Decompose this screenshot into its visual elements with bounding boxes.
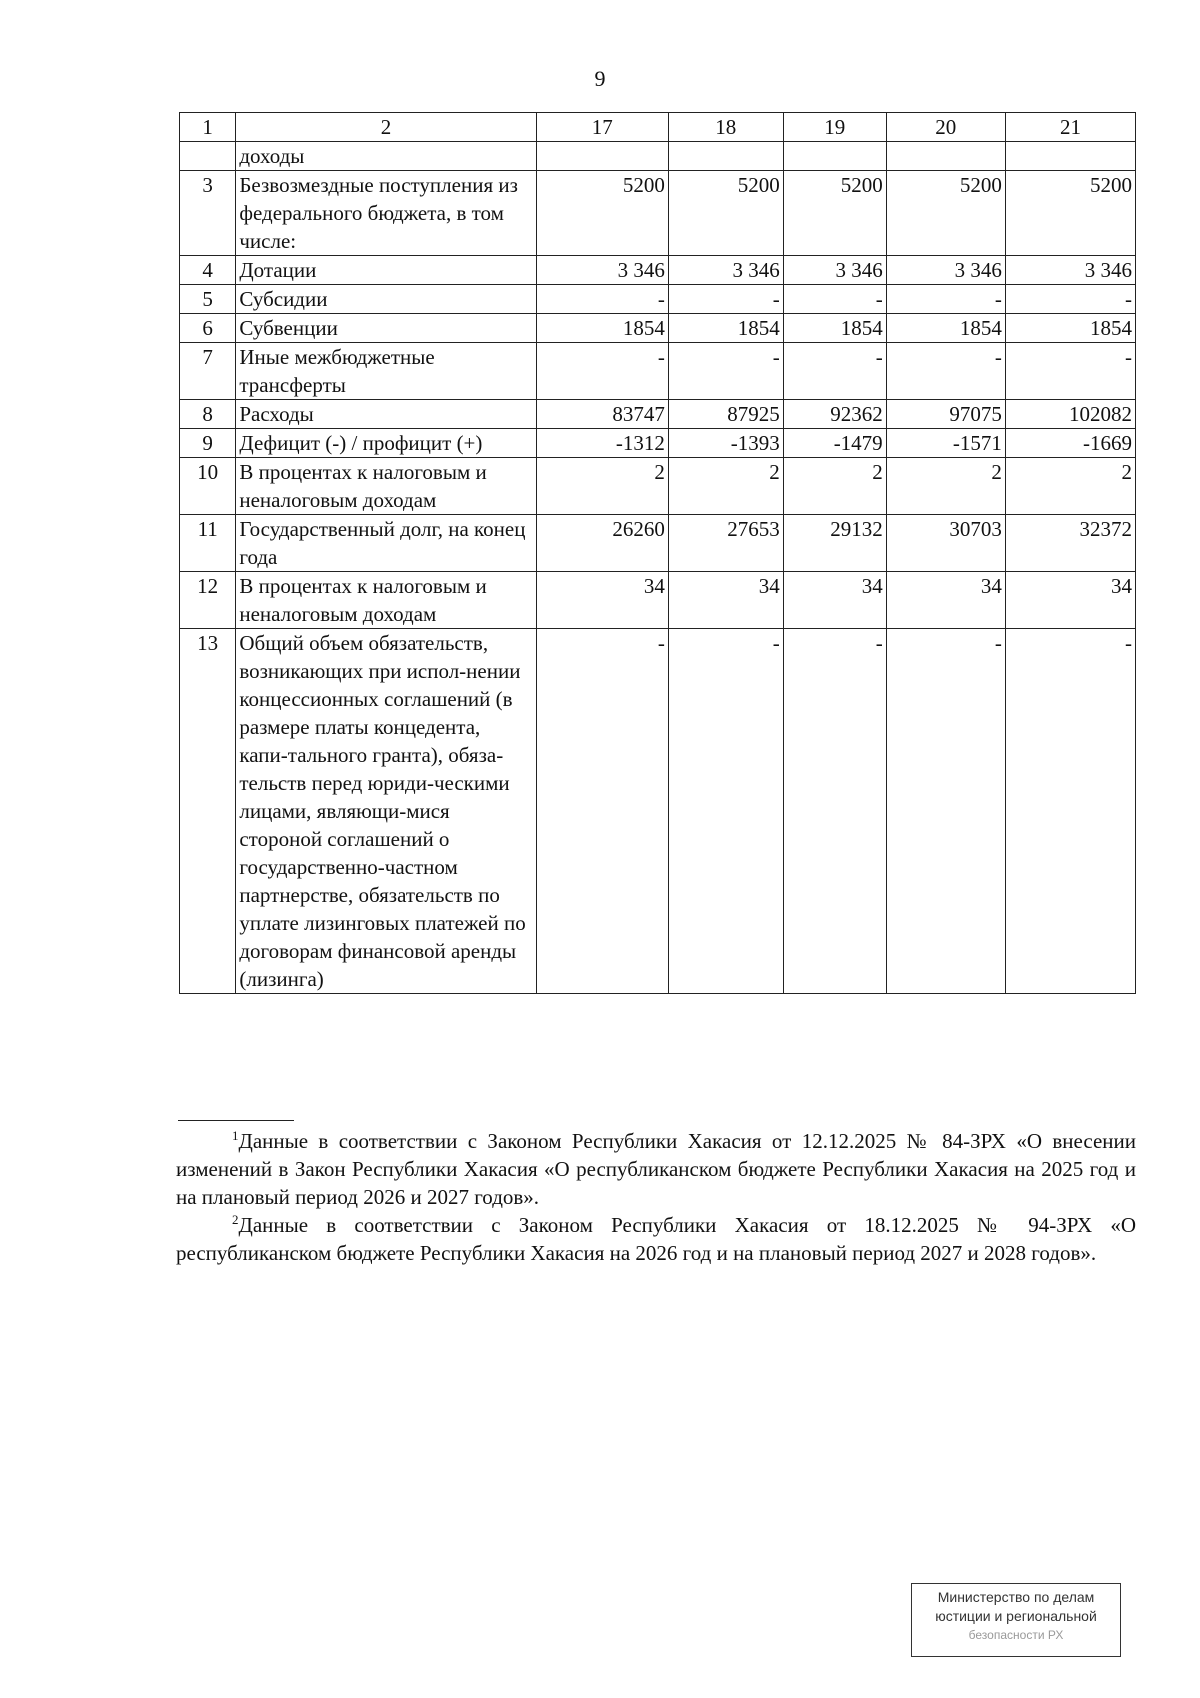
value-cell bbox=[1005, 142, 1135, 171]
stamp-line: юстиции и региональной bbox=[935, 1608, 1097, 1624]
row-label-cell: Субвенции bbox=[236, 314, 536, 343]
value-cell: 3 346 bbox=[1005, 256, 1135, 285]
value-cell: 2 bbox=[668, 458, 783, 515]
header-cell: 18 bbox=[668, 113, 783, 142]
value-cell: 32372 bbox=[1005, 515, 1135, 572]
value-cell: 5200 bbox=[668, 171, 783, 256]
value-cell: - bbox=[783, 285, 886, 314]
value-cell bbox=[783, 142, 886, 171]
value-cell: 2 bbox=[783, 458, 886, 515]
value-cell: 26260 bbox=[536, 515, 668, 572]
row-label-cell: В процентах к налоговым и неналоговым доходам bbox=[236, 458, 536, 515]
value-cell: 1854 bbox=[886, 314, 1005, 343]
table-row bbox=[180, 256, 1136, 285]
row-number-cell: 11 bbox=[180, 515, 236, 572]
footnotes bbox=[176, 1120, 1136, 1267]
value-cell: 5200 bbox=[886, 171, 1005, 256]
table-row bbox=[180, 429, 1136, 458]
value-cell: 3 346 bbox=[536, 256, 668, 285]
value-cell: 92362 bbox=[783, 400, 886, 429]
row-label-cell: Государственный долг, на конец года bbox=[236, 515, 536, 572]
header-cell: 20 bbox=[886, 113, 1005, 142]
row-number-cell: 13 bbox=[180, 629, 236, 994]
row-label-cell: Расходы bbox=[236, 400, 536, 429]
row-number-cell: 5 bbox=[180, 285, 236, 314]
value-cell: 87925 bbox=[668, 400, 783, 429]
footnote-mark: 2 bbox=[232, 1212, 239, 1227]
value-cell: - bbox=[783, 629, 886, 994]
header-cell: 19 bbox=[783, 113, 886, 142]
value-cell: 1854 bbox=[783, 314, 886, 343]
value-cell: - bbox=[1005, 285, 1135, 314]
value-cell: - bbox=[668, 285, 783, 314]
value-cell: 3 346 bbox=[668, 256, 783, 285]
stamp-line: Министерство по делам bbox=[937, 1589, 1095, 1605]
value-cell: - bbox=[886, 629, 1005, 994]
row-number-cell: 8 bbox=[180, 400, 236, 429]
header-cell: 2 bbox=[236, 113, 536, 142]
row-label-cell: Субсидии bbox=[236, 285, 536, 314]
value-cell: 5200 bbox=[783, 171, 886, 256]
row-number-cell bbox=[180, 142, 236, 171]
row-label-cell: Общий объем обязательств, возникающих при испол-нении концессионных соглашений (в размере платы концедента, капи-тального гранта), обяза-тельств перед юриди-ческими лицами, являющи-мися стороной соглашений о государственно-частном партнерстве, обязательств по уплате лизинговых платежей по договорам финансовой аренды (лизинга) bbox=[236, 629, 536, 994]
value-cell: 5200 bbox=[1005, 171, 1135, 256]
footnote-text: Данные в соответствии с Законом Республики Хакасия от 18.12.2025 № 94-ЗРХ «О республиканском бюджете Республики Хакасия на 2026 год и на плановый период 2027 и 2028 годов». bbox=[176, 1213, 1136, 1265]
footnote-mark: 1 bbox=[232, 1128, 239, 1143]
value-cell: 27653 bbox=[668, 515, 783, 572]
value-cell: 3 346 bbox=[886, 256, 1005, 285]
value-cell bbox=[536, 142, 668, 171]
row-label-cell: Дотации bbox=[236, 256, 536, 285]
value-cell: - bbox=[536, 629, 668, 994]
footnote-2 bbox=[176, 1211, 1136, 1267]
value-cell: - bbox=[536, 343, 668, 400]
header-cell: 21 bbox=[1005, 113, 1135, 142]
value-cell bbox=[668, 142, 783, 171]
value-cell: 102082 bbox=[1005, 400, 1135, 429]
value-cell: - bbox=[783, 343, 886, 400]
row-number-cell: 6 bbox=[180, 314, 236, 343]
row-number-cell: 7 bbox=[180, 343, 236, 400]
ministry-stamp bbox=[911, 1583, 1121, 1657]
value-cell: - bbox=[668, 629, 783, 994]
value-cell: 1854 bbox=[668, 314, 783, 343]
table-row bbox=[180, 343, 1136, 400]
value-cell: - bbox=[886, 285, 1005, 314]
table-row bbox=[180, 572, 1136, 629]
row-number-cell: 10 bbox=[180, 458, 236, 515]
value-cell: -1312 bbox=[536, 429, 668, 458]
table-row bbox=[180, 285, 1136, 314]
table-row bbox=[180, 629, 1136, 994]
value-cell: 34 bbox=[668, 572, 783, 629]
page-number: 9 bbox=[594, 66, 606, 91]
value-cell: 2 bbox=[886, 458, 1005, 515]
value-cell: 1854 bbox=[1005, 314, 1135, 343]
table-row bbox=[180, 171, 1136, 256]
table-row bbox=[180, 400, 1136, 429]
table-row bbox=[180, 314, 1136, 343]
row-label-cell: доходы bbox=[236, 142, 536, 171]
value-cell: 30703 bbox=[886, 515, 1005, 572]
value-cell: 34 bbox=[783, 572, 886, 629]
value-cell: -1479 bbox=[783, 429, 886, 458]
value-cell: -1669 bbox=[1005, 429, 1135, 458]
row-number-cell: 4 bbox=[180, 256, 236, 285]
value-cell: 1854 bbox=[536, 314, 668, 343]
header-cell: 17 bbox=[536, 113, 668, 142]
value-cell: 34 bbox=[1005, 572, 1135, 629]
row-label-cell: Безвозмездные поступления из федерального бюджета, в том числе: bbox=[236, 171, 536, 256]
value-cell: 83747 bbox=[536, 400, 668, 429]
value-cell: 97075 bbox=[886, 400, 1005, 429]
value-cell: 2 bbox=[1005, 458, 1135, 515]
value-cell: - bbox=[886, 343, 1005, 400]
footnote-text: Данные в соответствии с Законом Республики Хакасия от 12.12.2025 № 84-ЗРХ «О внесении изменений в Закон Республики Хакасия «О республиканском бюджете Республики Хакасия на 2025 год и на плановый период 2026 и 2027 годов». bbox=[176, 1129, 1136, 1209]
budget-table bbox=[179, 112, 1136, 994]
stamp-line: безопасности РХ bbox=[968, 1628, 1064, 1642]
value-cell: 34 bbox=[536, 572, 668, 629]
value-cell: -1393 bbox=[668, 429, 783, 458]
row-number-cell: 12 bbox=[180, 572, 236, 629]
footnote-separator bbox=[178, 1120, 294, 1121]
table-row bbox=[180, 142, 1136, 171]
row-label-cell: Иные межбюджетные трансферты bbox=[236, 343, 536, 400]
footnote-1 bbox=[176, 1127, 1136, 1211]
value-cell: 2 bbox=[536, 458, 668, 515]
value-cell: 5200 bbox=[536, 171, 668, 256]
row-label-cell: Дефицит (-) / профицит (+) bbox=[236, 429, 536, 458]
header-cell: 1 bbox=[180, 113, 236, 142]
table-row bbox=[180, 515, 1136, 572]
value-cell: 3 346 bbox=[783, 256, 886, 285]
value-cell: - bbox=[668, 343, 783, 400]
value-cell: - bbox=[536, 285, 668, 314]
value-cell: - bbox=[1005, 629, 1135, 994]
row-number-cell: 9 bbox=[180, 429, 236, 458]
row-label-cell: В процентах к налоговым и неналоговым доходам bbox=[236, 572, 536, 629]
value-cell: 29132 bbox=[783, 515, 886, 572]
row-number-cell: 3 bbox=[180, 171, 236, 256]
table-header-row bbox=[180, 113, 1136, 142]
value-cell: 34 bbox=[886, 572, 1005, 629]
value-cell: - bbox=[1005, 343, 1135, 400]
value-cell: -1571 bbox=[886, 429, 1005, 458]
table-row bbox=[180, 458, 1136, 515]
value-cell bbox=[886, 142, 1005, 171]
